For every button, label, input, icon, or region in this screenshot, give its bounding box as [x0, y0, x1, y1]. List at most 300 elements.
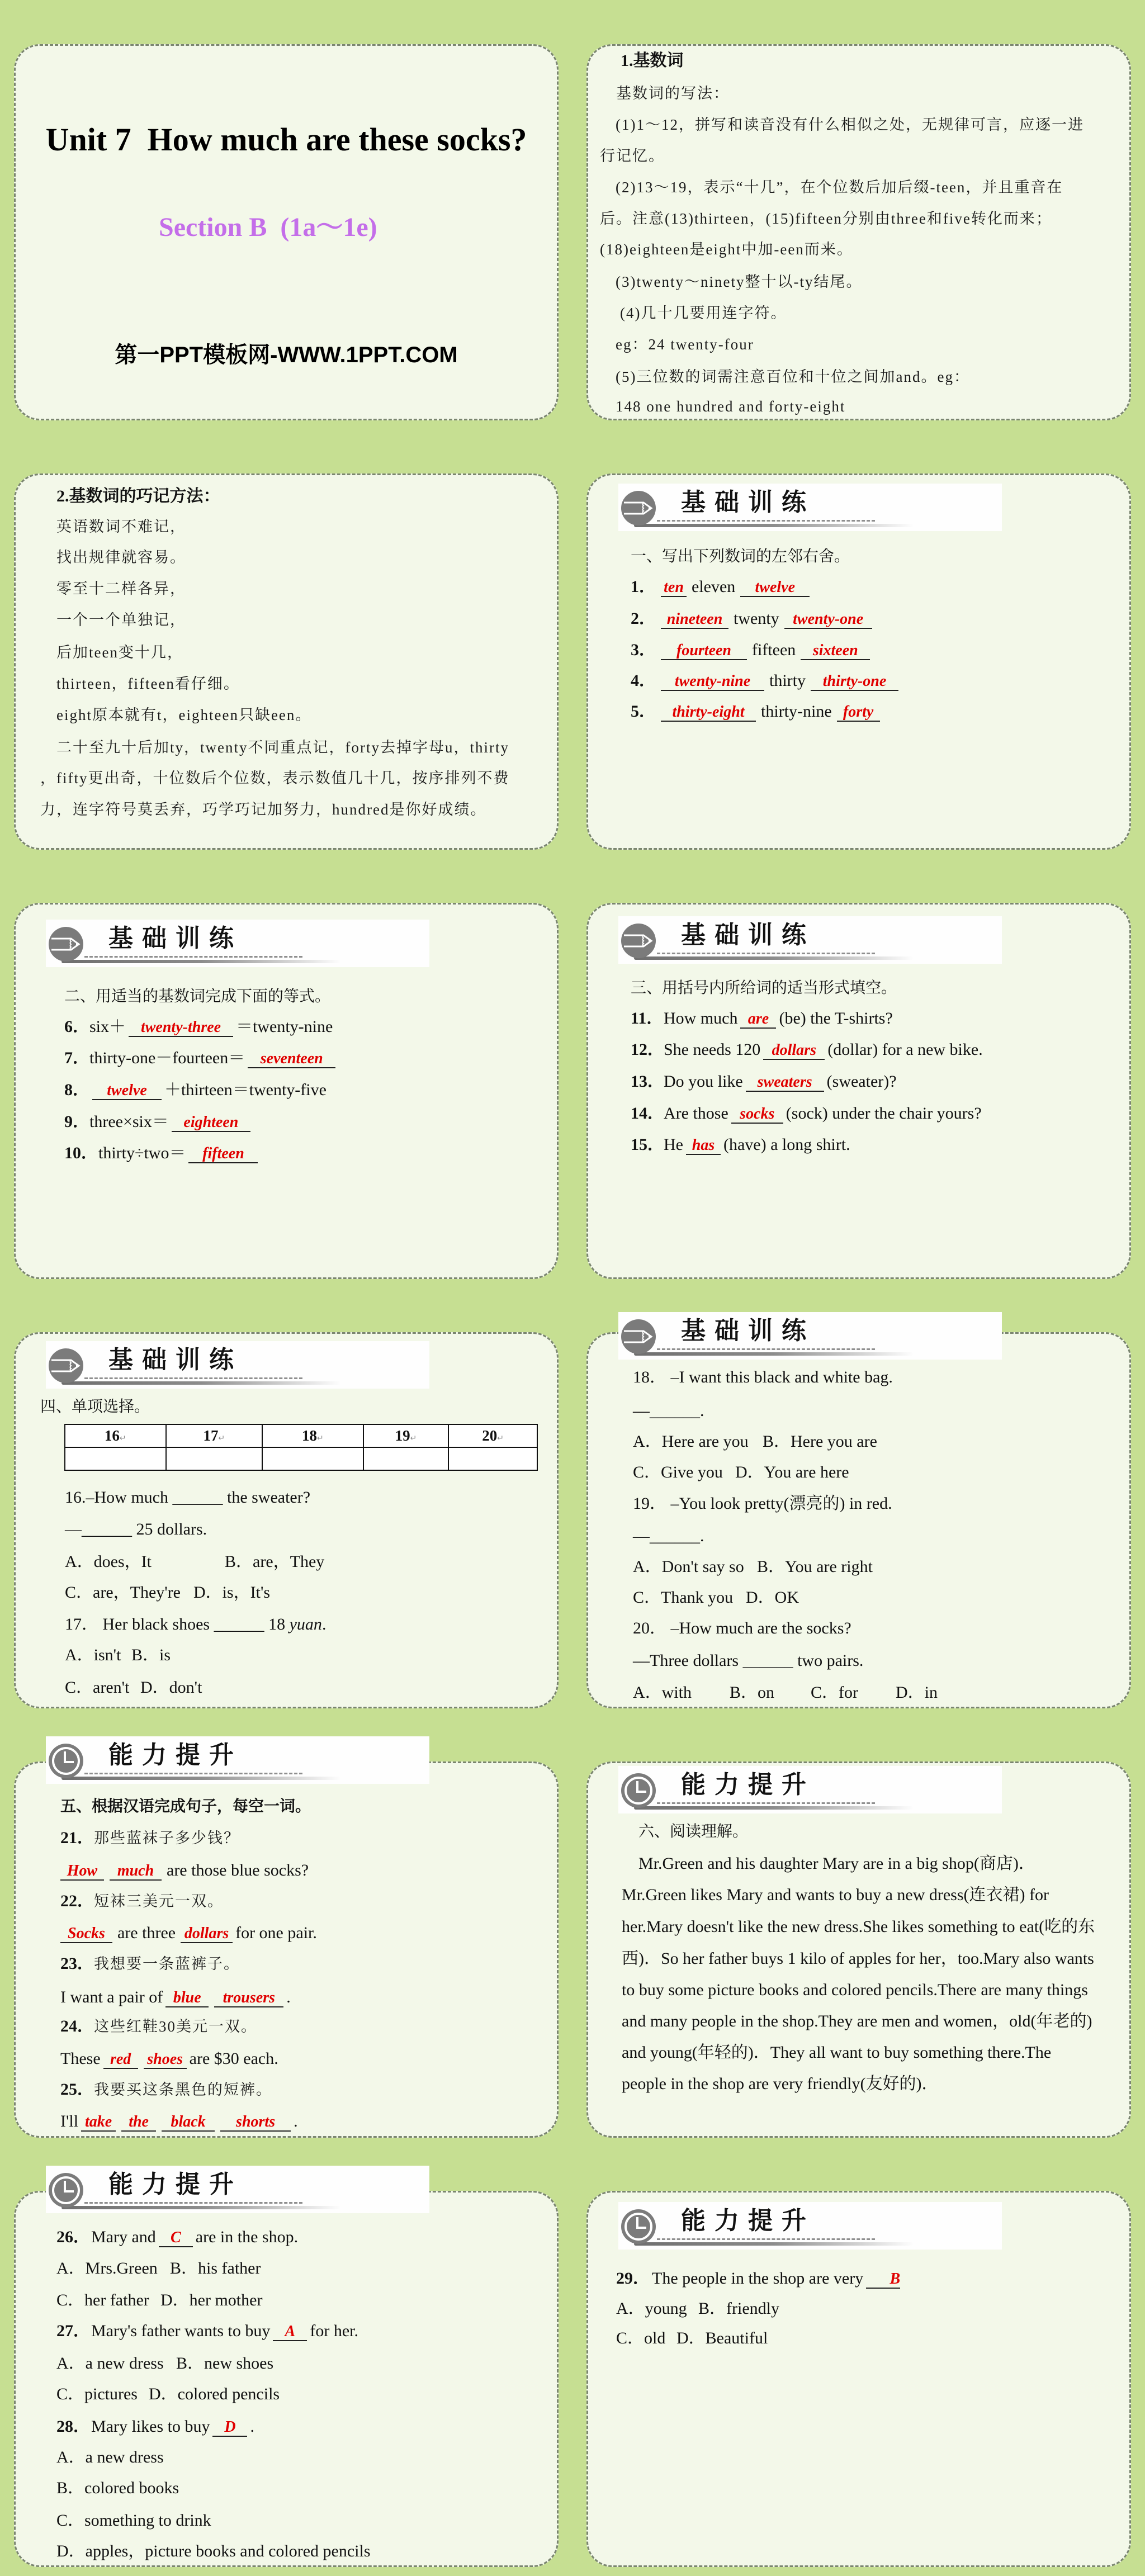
stem-text: Her black shoes ______ 18 [98, 1615, 290, 1633]
options-row [56, 2257, 261, 2280]
item-number: 4． [631, 671, 656, 690]
chinese-sentence: 我想要一条蓝裤子。 [94, 1955, 240, 1972]
options-row [65, 1644, 171, 1666]
chinese-prompt [60, 1827, 240, 1849]
answer-blank: A [273, 2323, 307, 2341]
sentence-start: He [664, 1135, 683, 1154]
passage-line: people in the shop are very friendly(友好的)． [622, 2075, 939, 2093]
options-row [633, 1682, 938, 1704]
equation-left: thirty-one－fourteen＝ [89, 1049, 245, 1067]
question-stem [65, 1613, 326, 1636]
answer-blank: the [121, 2114, 156, 2132]
question-stem [56, 2320, 358, 2342]
given-number: fifteen [752, 641, 796, 659]
exercise-item [631, 670, 901, 692]
text-line: (2)13～19，表示“十几”，在个位数后加后缀-teen，并且重音在 [616, 179, 1063, 196]
text-line: (5)三位数的词需注意百位和十位之间加and。eg： [616, 368, 970, 385]
option-a: A．isn't [65, 1646, 121, 1664]
item-number: 7． [64, 1049, 89, 1067]
return-mark-icon: ↵ [119, 1434, 126, 1443]
answer-cell [166, 1447, 263, 1470]
question-number: 19 [395, 1427, 410, 1444]
question-number: 27． [56, 2322, 90, 2340]
answer-blank: forty [837, 704, 880, 722]
question-stem [56, 2226, 298, 2248]
stem-text: –I want this black and white bag. [666, 1368, 893, 1386]
text-line: 英语数词不难记， [56, 518, 186, 535]
option-b: B．is [131, 1646, 171, 1664]
sentence-start: Are those [664, 1104, 728, 1123]
answer-blank: much [110, 1863, 162, 1881]
chinese-prompt [60, 1953, 240, 1975]
given-number: eleven [692, 577, 736, 596]
section-header-label: 基础训练 [681, 488, 815, 517]
pencil-icon [621, 923, 656, 959]
clock-icon [48, 2172, 84, 2208]
answer-cell [448, 1447, 537, 1470]
instruction: 五、根据汉语完成句子，每空一词。 [60, 1797, 311, 1815]
instruction: 二、用适当的基数词完成下面的等式。 [64, 987, 331, 1005]
stem-text: Mary's father wants to buy [91, 2322, 271, 2340]
answer-blank: has [686, 1137, 721, 1155]
answer-blank: C [159, 2229, 193, 2247]
question-stem [65, 1486, 310, 1509]
option-b: B．friendly [698, 2299, 779, 2318]
option-c: C．Give you [633, 1463, 723, 1481]
section-header-label: 能力提升 [681, 2206, 815, 2235]
exercise-item [631, 608, 875, 630]
section-header [46, 1736, 429, 1784]
slide-reading-passage [572, 1717, 1145, 2147]
option-b: B．are，They [225, 1552, 325, 1571]
return-mark-icon: ↵ [497, 1434, 504, 1443]
text-line: eight原本就有t，eighteen只缺een。 [56, 707, 312, 723]
instruction: 一、写出下列数词的左邻右舍。 [631, 547, 850, 565]
section-header [618, 484, 1002, 531]
header-swoosh [634, 1806, 914, 1810]
options-row [633, 1431, 877, 1453]
answer-blank: sixteen [801, 642, 870, 660]
header-swoosh [634, 524, 914, 527]
sentence-end: (sock) under the chair yours? [786, 1104, 982, 1123]
answer-blank: twelve [740, 579, 810, 597]
question-number: 26． [56, 2228, 90, 2246]
passage-line: Mr.Green likes Mary and wants to buy a new dress(连衣裙) for [622, 1886, 1049, 1904]
header-dashed-rule [84, 1773, 302, 1774]
text-line: 后加teen变十几， [56, 644, 183, 661]
options-row [65, 1677, 202, 1699]
pencil-icon [48, 926, 84, 962]
section-header-label: 基础训练 [681, 1317, 815, 1345]
option-d: D．You are here [735, 1463, 849, 1481]
text-line: (4)几十几要用连字符。 [620, 305, 787, 321]
answer-blank: B [866, 2271, 900, 2289]
question-reply: —______. [633, 1401, 704, 1420]
passage-line: and young(年轻的)．They all want to buy something there.The [622, 2043, 1052, 2062]
option-b: B．new shoes [176, 2354, 274, 2373]
exercise-item [64, 1111, 253, 1133]
options-row [616, 2298, 779, 2320]
options-row [633, 1556, 873, 1578]
text-line: 行记忆。 [600, 148, 665, 164]
item-number: 12． [631, 1040, 664, 1059]
options-row [65, 1581, 270, 1604]
option-c: C．old [616, 2329, 666, 2347]
section-header [46, 2166, 429, 2213]
header-swoosh [634, 956, 914, 960]
question-stem [633, 1366, 893, 1389]
options-row [56, 2352, 273, 2375]
english-sentence [58, 1922, 317, 1944]
text-line: 零至十二样各异， [56, 580, 186, 597]
section-header-label: 基础训练 [681, 921, 815, 949]
item-number: 24． [60, 2017, 94, 2035]
option-b: B．Here you are [763, 1432, 877, 1451]
equation-left: thirty÷two＝ [98, 1144, 186, 1162]
options-row [616, 2327, 768, 2350]
slide-reading-questions [0, 2147, 572, 2576]
sentence-text: for one pair. [235, 1924, 317, 1942]
answer-blank: sweaters [746, 1074, 824, 1092]
question-number: 18 [302, 1427, 318, 1444]
answer-blank: are [740, 1011, 776, 1029]
answer-blank: How [60, 1863, 104, 1881]
header-dashed-rule [657, 953, 875, 954]
chinese-sentence: 我要买这条黑色的短裤。 [94, 2081, 272, 2098]
text-line: 148 one hundred and forty-eight [616, 398, 846, 415]
sentence-start: Do you like [664, 1072, 743, 1091]
header-dashed-rule [657, 2238, 875, 2240]
text-line: 二十至九十后加ty，twenty不同重点记，forty去掉字母u，thirty [56, 739, 509, 756]
question-number: 17 [203, 1427, 219, 1444]
stem-text: –How much are the socks? [666, 1619, 851, 1637]
question-number: 20 [482, 1427, 498, 1444]
answer-blank: seventeen [248, 1050, 335, 1068]
item-number: 25． [60, 2080, 94, 2099]
header-swoosh [61, 960, 341, 963]
options-row [65, 1551, 324, 1573]
answer-blank: fifteen [188, 1145, 258, 1163]
given-number: thirty-nine [761, 702, 832, 721]
question-stem [616, 2267, 903, 2290]
answer-table-header [448, 1424, 537, 1447]
question-number: 17． [65, 1615, 98, 1633]
chinese-prompt [60, 2015, 257, 2038]
slide-exercise-4-continued [572, 1288, 1145, 1717]
chinese-prompt [60, 1890, 224, 1912]
option-c: C．aren't [65, 1678, 130, 1697]
slide-reading-question-29 [572, 2147, 1145, 2576]
item-number: 22． [60, 1892, 94, 1910]
header-swoosh [634, 2242, 914, 2246]
exercise-item [631, 1071, 897, 1093]
clock-icon [48, 1743, 84, 1779]
answer-blank: dollars [763, 1042, 825, 1060]
slide-exercise-5 [0, 1717, 572, 2147]
options-row [633, 1461, 849, 1484]
passage-line: and many people in the shop.They are men and women，old(年老的) [622, 2012, 1092, 2030]
question-number: 16. [65, 1488, 86, 1507]
item-number: 6． [64, 1017, 89, 1036]
question-reply: —Three dollars ______ two pairs. [633, 1651, 864, 1670]
option-d: D．don't [140, 1678, 202, 1697]
return-mark-icon: ↵ [218, 1434, 225, 1443]
option-c: C．her father [56, 2291, 149, 2309]
answer-blank: eighteen [172, 1114, 250, 1132]
section-header-label: 能力提升 [681, 1770, 815, 1799]
exercise-item [631, 1134, 850, 1156]
question-number: 29． [616, 2269, 650, 2288]
header-swoosh [61, 1381, 341, 1385]
question-reply: —______ 25 dollars. [65, 1520, 207, 1538]
text-line: (1)1～12，拼写和读音没有什么相似之处，无规律可言，应逐一进 [616, 116, 1084, 133]
sentence-text: I'll [60, 2112, 79, 2130]
slide-exercise-1 [572, 429, 1145, 859]
item-number: 10． [64, 1144, 98, 1162]
section-subtitle: Section B (1a～1e) [159, 212, 377, 242]
exercise-item [64, 1016, 333, 1038]
item-number: 13． [631, 1072, 664, 1091]
question-number: 19． [633, 1494, 666, 1513]
item-number: 21． [60, 1829, 94, 1847]
item-number: 11． [631, 1009, 664, 1027]
clock-icon [621, 1773, 656, 1808]
answer-blank: twenty-three [129, 1019, 233, 1037]
stem-text: –You look pretty(漂亮的) in red. [666, 1494, 892, 1513]
section-header-label: 基础训练 [108, 1346, 243, 1374]
sentence-text: I want a pair of [60, 1988, 163, 2006]
return-mark-icon: ↵ [410, 1434, 417, 1443]
option-a: A．with [633, 1683, 692, 1702]
option-b: B．You are right [757, 1557, 873, 1576]
instruction: 四、单项选择。 [40, 1397, 150, 1415]
site-watermark: 第一PPT模板网-WWW.1PPT.COM [115, 343, 458, 367]
question-number: 18． [633, 1368, 666, 1386]
option-b: B．on [730, 1683, 775, 1702]
option-a: A．a new dress [56, 2354, 164, 2373]
equation-right: ＋thirteen＝twenty-five [164, 1081, 327, 1099]
slide-title [0, 0, 572, 429]
option-c: C．for [811, 1683, 858, 1702]
stem-text: Mary and [91, 2228, 156, 2246]
item-number: 15． [631, 1135, 664, 1154]
sentence-text: are those blue socks? [167, 1861, 309, 1879]
english-sentence [58, 1859, 311, 1882]
passage-line: to buy some picture books and colored pencils.There are many things [622, 1981, 1088, 1999]
chinese-sentence: 短袜三美元一双。 [94, 1893, 224, 1910]
stem-end: for her. [310, 2322, 358, 2340]
text-line: (3)twenty～ninety整十以-ty结尾。 [616, 273, 863, 290]
item-number: 9． [64, 1112, 89, 1131]
exercise-item [631, 576, 812, 598]
answer-blank: black [162, 2114, 215, 2132]
exercise-item [631, 700, 883, 723]
header-dashed-rule [84, 1377, 302, 1379]
item-number: 8． [64, 1081, 89, 1099]
text-line: eg：24 twenty-four [616, 336, 754, 353]
english-sentence [60, 2048, 278, 2070]
option-a: A．Here are you [633, 1432, 749, 1451]
option-a: A．does，It [65, 1552, 152, 1571]
text-line: 力，连字符号莫丢弃，巧学巧记加努力，hundred是你好成绩。 [40, 801, 487, 818]
answer-blank: red [103, 2051, 138, 2069]
answer-blank: twenty-nine [661, 673, 764, 691]
answer-table-header-row [65, 1424, 537, 1447]
options-row [56, 2289, 262, 2312]
exercise-item [631, 1039, 983, 1061]
chinese-sentence: 那些蓝袜子多少钱？ [94, 1830, 240, 1846]
exercise-item [631, 639, 873, 661]
item-number: 5． [631, 702, 656, 721]
passage-line: her.Mary doesn't like the new dress.She likes something to eat(吃的东 [622, 1917, 1095, 1936]
sentence-end: (have) a long shirt. [723, 1135, 850, 1154]
header-dashed-rule [657, 1802, 875, 1804]
unit-title: Unit 7 How much are these socks? [45, 121, 527, 158]
sentence-text: are three [117, 1924, 176, 1942]
answer-blank: Socks [60, 1925, 112, 1943]
pencil-icon [621, 490, 656, 526]
answer-table-header [166, 1424, 263, 1447]
header-dashed-rule [84, 956, 302, 958]
answer-table-header [363, 1424, 449, 1447]
given-number: thirty [769, 671, 806, 690]
question-number: 16 [104, 1427, 120, 1444]
slide-exercise-4 [0, 1288, 572, 1717]
given-number: twenty [734, 609, 779, 628]
option-d: D．OK [746, 1588, 799, 1607]
slide-heading: 1.基数词 [621, 51, 684, 70]
chinese-prompt [60, 2078, 272, 2101]
sentence-start: How much [664, 1009, 738, 1027]
option-a: A．a new dress [56, 2448, 164, 2466]
return-mark-icon: ↵ [317, 1434, 324, 1443]
answer-blank: twelve [92, 1082, 162, 1100]
answer-blank: thirty-one [811, 673, 898, 691]
sentence-end: (dollar) for a new bike. [827, 1040, 983, 1059]
answer-blank: nineteen [661, 611, 728, 629]
option-d: D．in [896, 1683, 938, 1702]
section-header [618, 1312, 1002, 1360]
header-dashed-rule [84, 2202, 302, 2204]
stem-text: Mary likes to buy [91, 2417, 210, 2436]
slide-memory-tips [0, 429, 572, 859]
section-header [618, 1766, 1002, 1813]
stem-italic: yuan [289, 1615, 322, 1633]
sentence-end: (be) the T-shirts? [779, 1009, 893, 1027]
header-dashed-rule [657, 520, 875, 522]
option-c: C．pictures [56, 2385, 138, 2403]
text-line: thirteen，fifteen看仔细。 [56, 675, 240, 692]
answer-blank: trousers [214, 1990, 283, 2007]
question-reply: —______. [633, 1527, 704, 1545]
sentence-end: (sweater)? [826, 1072, 897, 1091]
slide-exercise-2 [0, 859, 572, 1288]
exercise-item [64, 1047, 338, 1069]
exercise-item [64, 1142, 261, 1164]
slide-heading: 2.基数词的巧记方法： [56, 487, 220, 505]
question-stem [633, 1493, 892, 1515]
header-swoosh [61, 2206, 341, 2209]
answer-blank: shorts [220, 2114, 291, 2132]
equation-left: six＋ [89, 1017, 126, 1036]
answer-table [64, 1424, 538, 1471]
question-stem [56, 2416, 254, 2438]
answer-blank: fourteen [661, 642, 747, 660]
text-line: 找出规律就容易。 [56, 549, 186, 566]
exercise-item [64, 1079, 327, 1101]
answer-cell [262, 1447, 363, 1470]
sentence-start: She needs 120 [664, 1040, 761, 1059]
stem-end: . [250, 2417, 254, 2436]
instruction: 三、用括号内所给词的适当形式填空。 [631, 978, 897, 997]
question-stem [633, 1617, 851, 1640]
option-b: B．colored books [56, 2479, 179, 2497]
section-header-label: 能力提升 [108, 2170, 243, 2199]
header-dashed-rule [657, 1348, 875, 1350]
answer-table-header [65, 1424, 166, 1447]
text-line: (18)eighteen是eight中加-een而来。 [600, 241, 853, 258]
sentence-text: . [286, 1988, 291, 2006]
stem-text: –How much ______ the sweater? [86, 1488, 311, 1507]
section-header [46, 920, 429, 967]
answer-blank: thirty-eight [661, 704, 756, 722]
item-number: 2． [631, 609, 656, 628]
english-sentence [60, 2110, 298, 2133]
passage-line: 西)．So her father buys 1 kilo of apples for her，too.Mary also wants [622, 1949, 1094, 1968]
text-line: 一个一个单独记， [56, 612, 186, 628]
sentence-text: These [60, 2049, 101, 2068]
text-line: 基数词的写法： [616, 85, 730, 102]
answer-blank: twenty-one [784, 611, 872, 629]
item-number: 3． [631, 641, 656, 659]
sentence-text: . [294, 2112, 298, 2130]
options-row [633, 1587, 799, 1609]
answer-blank: blue [165, 1990, 209, 2007]
equation-left: three×six＝ [89, 1112, 169, 1131]
text-line: 后。注意(13)thirteen，(15)fifteen分别由three和five转化而来； [600, 210, 1052, 227]
sentence-text: are $30 each. [189, 2049, 278, 2068]
answer-cell [65, 1447, 166, 1470]
option-d: D．colored pencils [149, 2385, 280, 2403]
option-b: B．his father [170, 2259, 261, 2277]
section-header [618, 2202, 1002, 2250]
answer-table-answer-row [65, 1447, 537, 1470]
instruction: 六、阅读理解。 [638, 1822, 749, 1840]
pencil-icon [48, 1348, 84, 1384]
question-number: 20． [633, 1619, 666, 1637]
section-header-label: 能力提升 [108, 1741, 243, 1769]
option-a: A．Mrs.Green [56, 2259, 158, 2277]
english-sentence [60, 1986, 291, 2009]
answer-blank: D [212, 2419, 247, 2437]
answer-blank: shoes [144, 2051, 187, 2069]
section-header [46, 1341, 429, 1389]
exercise-item [631, 1102, 982, 1125]
slide-cardinal-numbers [572, 0, 1145, 429]
option-d: D．her mother [160, 2291, 263, 2309]
stem-text: The people in the shop are very [652, 2269, 864, 2288]
stem-end: . [321, 1615, 327, 1633]
option-d: D．apples，picture books and colored pencils [56, 2542, 371, 2560]
slide-exercise-3 [572, 859, 1145, 1288]
equation-right: ＝twenty-nine [236, 1017, 333, 1036]
chinese-sentence: 这些红鞋30美元一双。 [94, 2018, 257, 2035]
option-a: A．young [616, 2299, 687, 2318]
answer-blank: socks [731, 1106, 783, 1124]
answer-blank: take [81, 2114, 116, 2132]
option-d: D．is，It's [193, 1583, 271, 1602]
option-c: C．are，They're [65, 1583, 181, 1602]
